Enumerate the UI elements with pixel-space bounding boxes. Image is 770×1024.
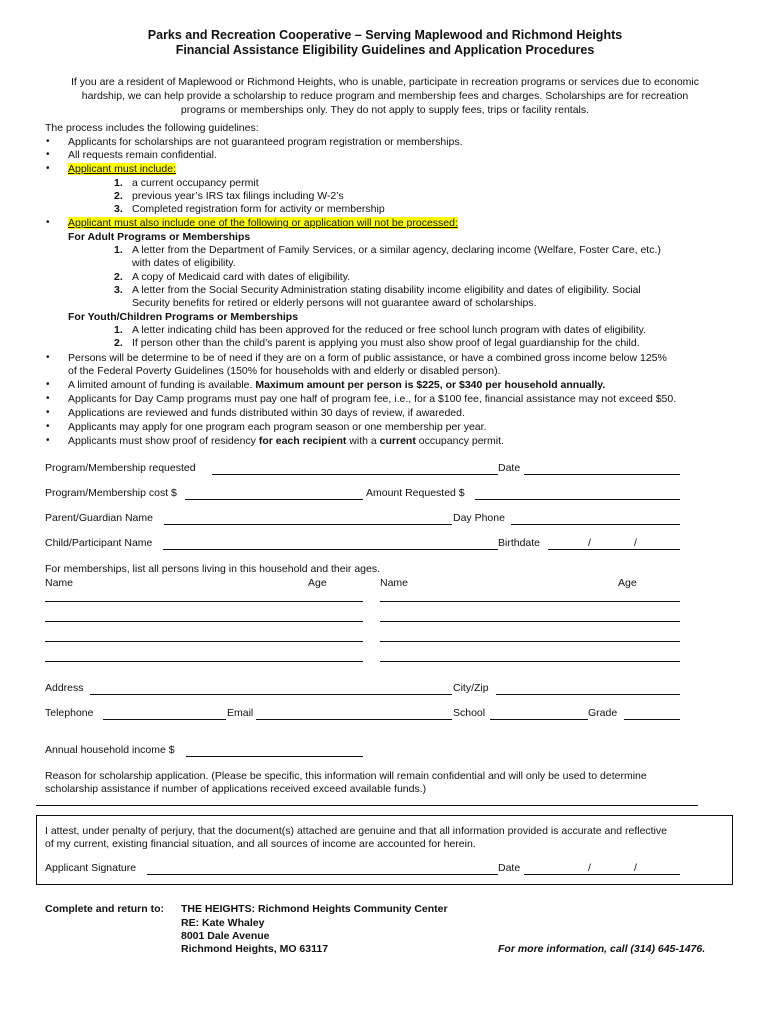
signature-date-field[interactable] xyxy=(524,874,680,875)
return-address-line: THE HEIGHTS: Richmond Heights Community Center xyxy=(181,903,448,915)
return-address-line: RE: Kate Whaley xyxy=(181,917,265,929)
email-field[interactable] xyxy=(256,719,452,720)
signature-date-label: Date xyxy=(498,862,521,874)
household-member-field[interactable] xyxy=(45,621,363,622)
bullet-icon: • xyxy=(46,352,50,363)
bullet-icon: • xyxy=(46,421,50,432)
household-member-field[interactable] xyxy=(45,661,363,662)
guideline-must-include: Applicant must include: xyxy=(68,163,176,175)
required-item: 1. a current occupancy permit xyxy=(114,177,259,189)
city-zip-field[interactable] xyxy=(496,694,680,695)
date-field[interactable] xyxy=(524,474,680,475)
grade-label: Grade xyxy=(588,707,618,719)
parent-name-label: Parent/Guardian Name xyxy=(45,512,153,524)
reason-field[interactable] xyxy=(36,805,698,806)
telephone-label: Telephone xyxy=(45,707,94,719)
return-label: Complete and return to: xyxy=(45,903,165,915)
signature-date-slash: / xyxy=(588,862,591,874)
program-requested-label: Program/Membership requested xyxy=(45,462,196,474)
birthdate-label: Birthdate xyxy=(498,537,541,549)
form-subtitle: Financial Assistance Eligibility Guidelines and Application Procedures xyxy=(175,43,595,57)
day-phone-label: Day Phone xyxy=(453,512,505,524)
youth-item: 1. A letter indicating child has been approved for the reduced or free school lunch program with dates of eligibility. xyxy=(114,324,647,336)
guideline-funding-limit: A limited amount of funding is available. Maximum amount per person is $225, or $340 per household annually. xyxy=(68,379,606,391)
household-member-field[interactable] xyxy=(45,641,363,642)
household-member-field[interactable] xyxy=(45,601,363,602)
annual-income-field[interactable] xyxy=(186,756,363,757)
applicant-signature-label: Applicant Signature xyxy=(45,862,137,874)
reason-label: Reason for scholarship application. (Please be specific, this information will remain confidential and will only be used to determine xyxy=(45,770,647,782)
bullet-icon: • xyxy=(46,435,50,446)
guideline-no-guarantee: Applicants for scholarships are not guaranteed program registration or memberships. xyxy=(68,136,463,148)
guideline-review-period: Applications are reviewed and funds distributed within 30 days of review, if awareded. xyxy=(68,407,465,419)
required-item: 3. Completed registration form for activity or membership xyxy=(114,203,385,215)
guideline-day-camp: Applicants for Day Camp programs must pay one half of program fee, i.e., for a $100 fee, financial assistance may not exceed $50. xyxy=(68,393,677,405)
more-info-text: For more information, call (314) 645-1476. xyxy=(498,943,706,955)
child-name-field[interactable] xyxy=(163,549,498,550)
parent-name-field[interactable] xyxy=(164,524,452,525)
applicant-signature-field[interactable] xyxy=(147,874,498,875)
email-label: Email xyxy=(227,707,254,719)
adult-item: 3. A letter from the Social Security Administration stating disability income eligibility and dates of eligibility. Social xyxy=(114,284,641,296)
required-item: 2. previous year’s IRS tax filings including W-2’s xyxy=(114,190,344,202)
program-requested-field[interactable] xyxy=(212,474,498,475)
household-member-field[interactable] xyxy=(380,621,680,622)
guideline-also-include: Applicant must also include one of the following or application will not be processed: xyxy=(68,217,458,229)
adult-item: 2. A copy of Medicaid card with dates of eligibility. xyxy=(114,271,351,283)
intro-paragraph: If you are a resident of Maplewood or Richmond Heights, who is unable, participate in recreation programs or services due to economic hardship, we can help provide a scholarship to reduce program and membership fees and charges. Scholarships are for recreation programs or memberships only. They do not apply to supply fees, trips or facility rentals. xyxy=(71,76,699,116)
household-member-field[interactable] xyxy=(380,661,680,662)
household-member-field[interactable] xyxy=(380,601,680,602)
city-zip-label: City/Zip xyxy=(453,682,489,694)
birthdate-field[interactable] xyxy=(548,549,680,550)
school-label: School xyxy=(453,707,486,719)
program-cost-field[interactable] xyxy=(185,499,363,500)
signature-date-slash: / xyxy=(634,862,637,874)
annual-income-label: Annual household income $ xyxy=(45,744,175,756)
address-field[interactable] xyxy=(90,694,452,695)
return-address-line: Richmond Heights, MO 63117 xyxy=(181,943,329,955)
adult-programs-heading: For Adult Programs or Memberships xyxy=(68,231,251,243)
attestation-text-cont: of my current, existing financial situation, and all sources of income are accounted for herein. xyxy=(45,838,476,850)
guideline-need-determination: Persons will be determine to be of need if they are on a form of public assistance, or have a combined gross income below 125% xyxy=(68,352,667,364)
birthdate-slash: / xyxy=(634,537,637,549)
birthdate-slash: / xyxy=(588,537,591,549)
household-age-header: Age xyxy=(308,577,327,589)
form-title: Parks and Recreation Cooperative – Serving Maplewood and Richmond Heights xyxy=(147,28,623,42)
child-name-label: Child/Participant Name xyxy=(45,537,153,549)
youth-programs-heading: For Youth/Children Programs or Memberships xyxy=(68,311,299,323)
return-address-line: 8001 Dale Avenue xyxy=(181,930,270,942)
attestation-text: I attest, under penalty of perjury, that the document(s) attached are genuine and that all information provided is accurate and reflective xyxy=(45,825,668,837)
household-note: For memberships, list all persons living in this household and their ages. xyxy=(45,563,381,575)
school-field[interactable] xyxy=(490,719,588,720)
household-age-header: Age xyxy=(618,577,637,589)
bullet-icon: • xyxy=(46,149,50,160)
process-heading: The process includes the following guidelines: xyxy=(45,122,259,134)
program-cost-label: Program/Membership cost $ xyxy=(45,487,177,499)
bullet-icon: • xyxy=(46,393,50,404)
guideline-need-determination-cont: of the Federal Poverty Guidelines (150% for households with and elderly or disabled person). xyxy=(68,365,501,377)
household-member-field[interactable] xyxy=(380,641,680,642)
adult-item-cont: Security benefits for retired or elderly persons will not guarantee award of scholarships. xyxy=(132,297,537,309)
household-name-header: Name xyxy=(45,577,74,589)
address-label: Address xyxy=(45,682,84,694)
reason-label-cont: scholarship assistance if number of applications received exceed available funds.) xyxy=(45,783,427,795)
youth-item: 2. If person other than the child’s parent is applying you must also show proof of legal guardianship for the child. xyxy=(114,337,640,349)
adult-item-cont: with dates of eligibility. xyxy=(132,257,236,269)
grade-field[interactable] xyxy=(624,719,680,720)
bullet-icon: • xyxy=(46,136,50,147)
bullet-icon: • xyxy=(46,407,50,418)
guideline-confidential: All requests remain confidential. xyxy=(68,149,217,161)
day-phone-field[interactable] xyxy=(511,524,680,525)
adult-item: 1. A letter from the Department of Family Services, or a similar agency, declaring income (Welfare, Foster Care, etc.) xyxy=(114,244,661,256)
bullet-icon: • xyxy=(46,379,50,390)
date-label: Date xyxy=(498,462,521,474)
amount-requested-field[interactable] xyxy=(475,499,680,500)
guideline-residency: Applicants must show proof of residency for each recipient with a current occupancy permit. xyxy=(68,435,504,447)
guideline-one-program: Applicants may apply for one program each program season or one membership per year. xyxy=(68,421,487,433)
telephone-field[interactable] xyxy=(103,719,226,720)
household-name-header: Name xyxy=(380,577,409,589)
amount-requested-label: Amount Requested $ xyxy=(366,487,465,499)
bullet-icon: • xyxy=(46,163,50,174)
bullet-icon: • xyxy=(46,217,50,228)
